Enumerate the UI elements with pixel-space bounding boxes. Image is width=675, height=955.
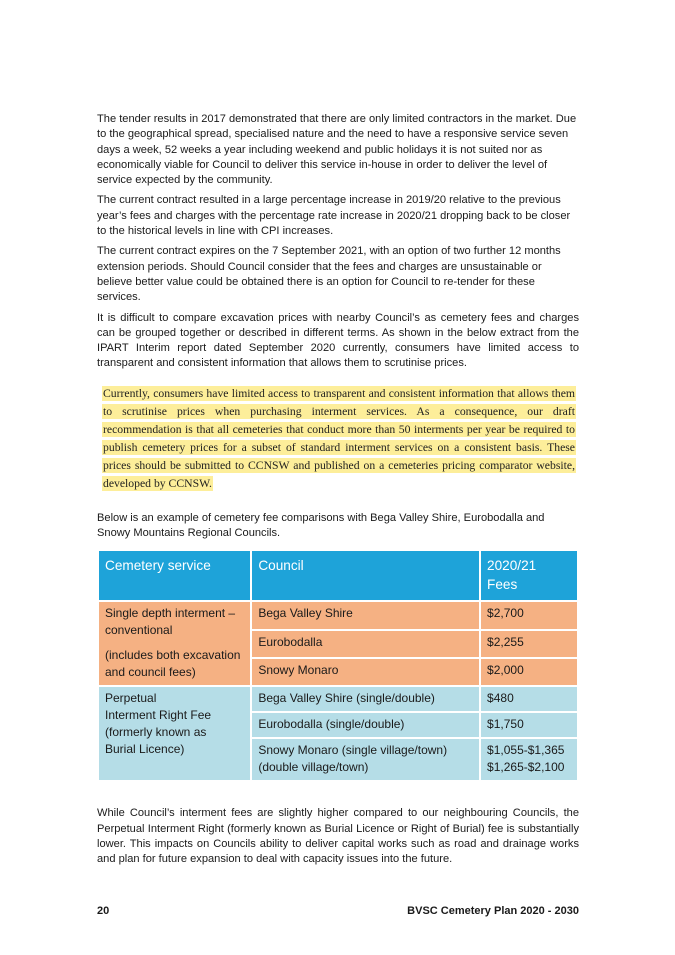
header-fees-label: Fees [487,577,518,593]
paragraph-fee-comparison-intro: Below is an example of cemetery fee comparisons with Bega Valley Shire, Eurobodalla and Snowy Mountains Regional Councils. [97,511,545,540]
service-perpetual-interment-right [98,686,251,781]
service-text: (includes both excavation [105,648,241,663]
page-content [97,112,579,873]
ipart-report-extract [103,385,575,493]
service-single-depth-interment [98,601,251,686]
fee-cell [480,738,578,781]
council-text: (double village/town) [258,760,369,775]
service-text: Burial Licence) [105,742,185,757]
fee-cell: $2,000 [480,658,578,686]
service-text: conventional [105,623,173,638]
footer-document-title: BVSC Cemetery Plan 2020 - 2030 [407,905,579,917]
paragraph-price-comparison: It is difficult to compare excavation prices with nearby Council’s as cemetery fees and charges can be grouped together or described in different terms. As shown in the below extract from the IPART Interim report dated September 2020 currently, consumers have limited access to transparent and consistent information that allows them to scrutinise prices. [97,311,579,370]
paragraph-current-contract: The current contract resulted in a large percentage increase in 2019/20 relative to the previous year’s fees and charges with the percentage rate increase in 2020/21 dropping back to be closer to the historical levels in line with CPI increases. [97,194,571,238]
council-cell: Bega Valley Shire [251,601,480,629]
header-cemetery-service: Cemetery service [98,550,251,601]
fee-comparison-table [97,549,579,782]
table-row [98,686,578,712]
council-cell: Eurobodalla (single/double) [251,712,480,738]
header-fees [480,550,578,601]
header-council: Council [251,550,480,601]
paragraph-contract-expiry: The current contract expires on the 7 September 2021, with an option of two further 12 months extension periods. Should Council consider that the fees and charges are unsustainable or believe better value could be obtained there is an option for Council to re-tender for these services. [97,245,561,304]
fee-text: $1,055-$1,365 [487,743,565,758]
ipart-quote-text: Currently, consumers have limited access to transparent and consistent information that allows them to scrutinise prices when purchasing interment services. As a consequence, our draft recommendation is that all cemeteries that conduct more than 50 interments per year be required to publish cemetery prices for a subset of standard interment services on a consistent basis. These prices should be submitted to CCNSW and published on a cemeteries pricing comparator website, developed by CCNSW. [103,386,575,490]
fee-cell: $2,700 [480,601,578,629]
council-cell: Bega Valley Shire (single/double) [251,686,480,712]
fee-cell: $480 [480,686,578,712]
council-cell [251,738,480,781]
table-header-row [98,550,578,601]
council-text: Snowy Monaro (single village/town) [258,743,448,758]
service-text: (formerly known as [105,725,207,740]
spacer [105,639,244,647]
service-text: Interment Right Fee [105,708,212,723]
council-cell: Snowy Monaro [251,658,480,686]
fee-text: $1,265-$2,100 [487,760,565,775]
council-cell: Eurobodalla [251,630,480,658]
paragraph-interment-fees-summary: While Council’s interment fees are slightly higher compared to our neighbouring Councils, the Perpetual Interment Right (formerly known as Burial Licence or Right of Burial) fee is substantially lower. This impacts on Councils ability to deliver capital works such as road and drainage works and plan for future expansion to deal with capacity issues into the future. [97,807,579,866]
service-text: and council fees) [105,665,196,680]
fee-cell: $2,255 [480,630,578,658]
page-number: 20 [97,905,110,917]
page-footer [97,905,579,921]
service-text: Single depth interment – [105,606,236,621]
service-text: Perpetual [105,691,157,706]
table-row [98,601,578,629]
header-fees-year: 2020/21 [487,558,537,574]
fee-cell: $1,750 [480,712,578,738]
paragraph-tender-results: The tender results in 2017 demonstrated that there are only limited contractors in the market. Due to the geographical spread, specialised nature and the need to have a responsive service seven days a week, 52 weeks a year including weekend and public holidays it is not suited nor as economically viable for Council to deliver this service in-house in order to deliver the level of service expected by the community. [97,113,577,187]
